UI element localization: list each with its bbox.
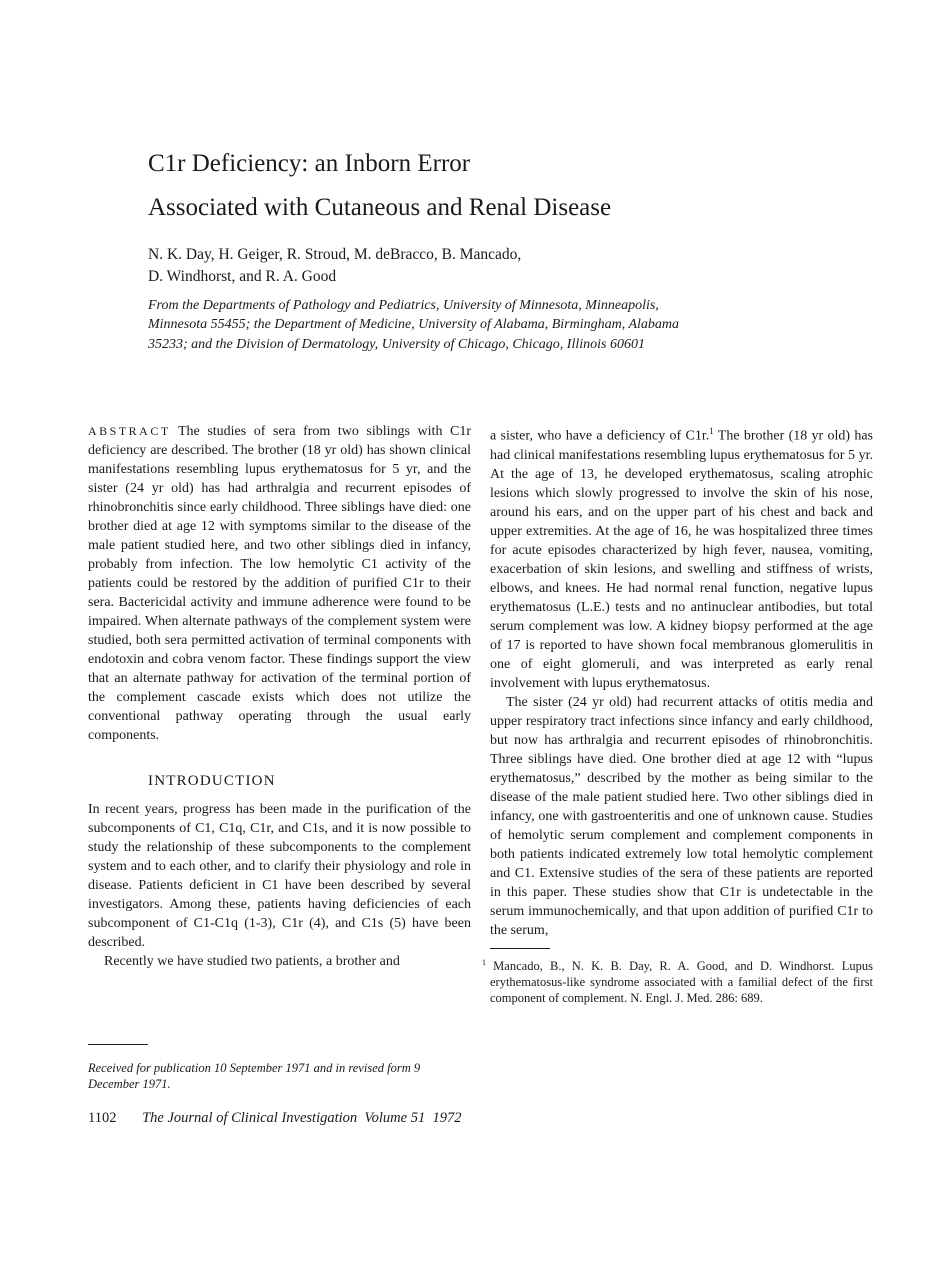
body-paragraph-1-start: a sister, who have a deficiency of C1r. (490, 428, 710, 444)
abstract-paragraph (88, 422, 471, 745)
footnote (482, 955, 873, 1006)
received-note: Received for publication 10 September 1971 and in revised form 9 December 1971. (88, 1061, 421, 1091)
authors-line-1: N. K. Day, H. Geiger, R. Stroud, M. deBracco, B. Mancado, (148, 246, 522, 263)
left-column (88, 422, 471, 971)
title-line-1: C1r Deficiency: an Inborn Error (148, 150, 471, 177)
body-paragraph-1-rest: The brother (18 yr old) has had clinical manifestations resembling lupus erythematosus for 5 yr. At the age of 13, he developed erythematosus, scaling atrophic lesions which slowly progressed to involve the skin of his nose, around his ears, and on the upper part of his chest and back and upper extremities. At the age of 16, he was hospitalized three times for acute episodes characterized by high fever, nausea, vomiting, exacerbation of skin lesions, and swelling and stiffness of wrists, elbows, and knees. He had normal renal function, negative lupus erythematosus (L.E.) tests and no antinuclear antibodies, but total serum complement was low. A kidney biopsy performed at the age of 17 is reported to have shown focal membranous glomerulitis in one of eight glomeruli, and was interpreted as early renal involvement with lupus erythematosus. (490, 428, 873, 691)
right-column (482, 422, 873, 1006)
title-line-2: Associated with Cutaneous and Renal Disease (148, 194, 612, 221)
affiliation: From the Departments of Pathology and Pediatrics, University of Minnesota, Minneapolis, Minnesota 55455; the Department of Medicine, University of Alabama, Birmingham, Alabama 35233; and the Division of Dermatology, University of Chicago, Chicago, Illinois 60601 (148, 298, 680, 352)
body-paragraph-1 (490, 422, 873, 693)
introduction-heading: INTRODUCTION (148, 773, 276, 789)
body-paragraph-2: The sister (24 yr old) had recurrent attacks of otitis media and upper respiratory tract infections since infancy and early childhood, but now has arthralgia and recurrent episodes of rhinobronchitis. Three siblings have died. One brother died at age 12 with “lupus erythematosus,” described by the mother as being similar to the disease of the male patient studied here. Two other siblings died in infancy, one with gastroenteritis and one of unknown cause. Studies of hemolytic serum complement and complement components in both patients indicated extremely low total hemolytic complement and C1. Extensive studies of the sera of these patients are reported in this paper. These studies show that C1r is undetectable in the serum immunochemically, and that upon addition of purified C1r to the serum, (490, 694, 873, 938)
footnote-text: Mancado, B., N. K. B. Day, R. A. Good, and D. Windhorst. Lupus erythematosus-like syndrome associated with a familial defect of the first component of complement. N. Engl. J. Med. 286: 689. (486, 958, 873, 1005)
abstract-text: The studies of sera from two siblings with C1r deficiency are described. The brother (18 yr old) has shown clinical manifestations resembling lupus erythematosus for 5 yr, and the sister (24 yr old) has had arthralgia and recurrent episodes of rhinobronchitis since early childhood. Three siblings have died: one brother died at age 12 with symptoms similar to the disease of the male patient studied here, and two other siblings died in infancy, probably from infection. The low hemolytic C1 activity of the patients could be restored by the addition of purified C1r to their sera. Bactericidal activity and immune adherence were found to be impaired. When alternate pathways of the complement system were studied, both sera permitted activation of terminal components with endotoxin and cobra venom factor. These findings support the view that an alternate pathway for activation of the terminal portion of the complement cascade exists which does not utilize the conventional pathway operating through the usual early components. (88, 424, 471, 743)
footnote-divider (490, 948, 550, 949)
footnote-mark: 1 (482, 957, 486, 967)
author-list (148, 244, 848, 288)
page-footer (88, 1110, 688, 1127)
intro-paragraph-2: Recently we have studied two patients, a brother and (104, 954, 400, 969)
intro-paragraph-1: In recent years, progress has been made in the purification of the subcomponents of C1, C1q, C1r, and C1s, and it is now possible to study the relationship of these subcomponents to the complement system and to each other, and to clarify their physiology and role in disease. Patients deficient in C1 have been described by several investigators. Among these, patients having deficiencies of each subcomponent of C1-C1q (1-3), C1r (4), and C1s (5) have been described. (88, 802, 471, 950)
abstract-label: ABSTRACT (88, 424, 171, 438)
page-number: 1102 (88, 1110, 117, 1126)
journal-citation: The Journal of Clinical Investigation Volume 51 1972 (142, 1110, 462, 1126)
received-divider (88, 1044, 148, 1045)
authors-line-2: D. Windhorst, and R. A. Good (148, 268, 337, 285)
article-title (148, 142, 848, 230)
footnote-reference: 1 (709, 426, 714, 436)
